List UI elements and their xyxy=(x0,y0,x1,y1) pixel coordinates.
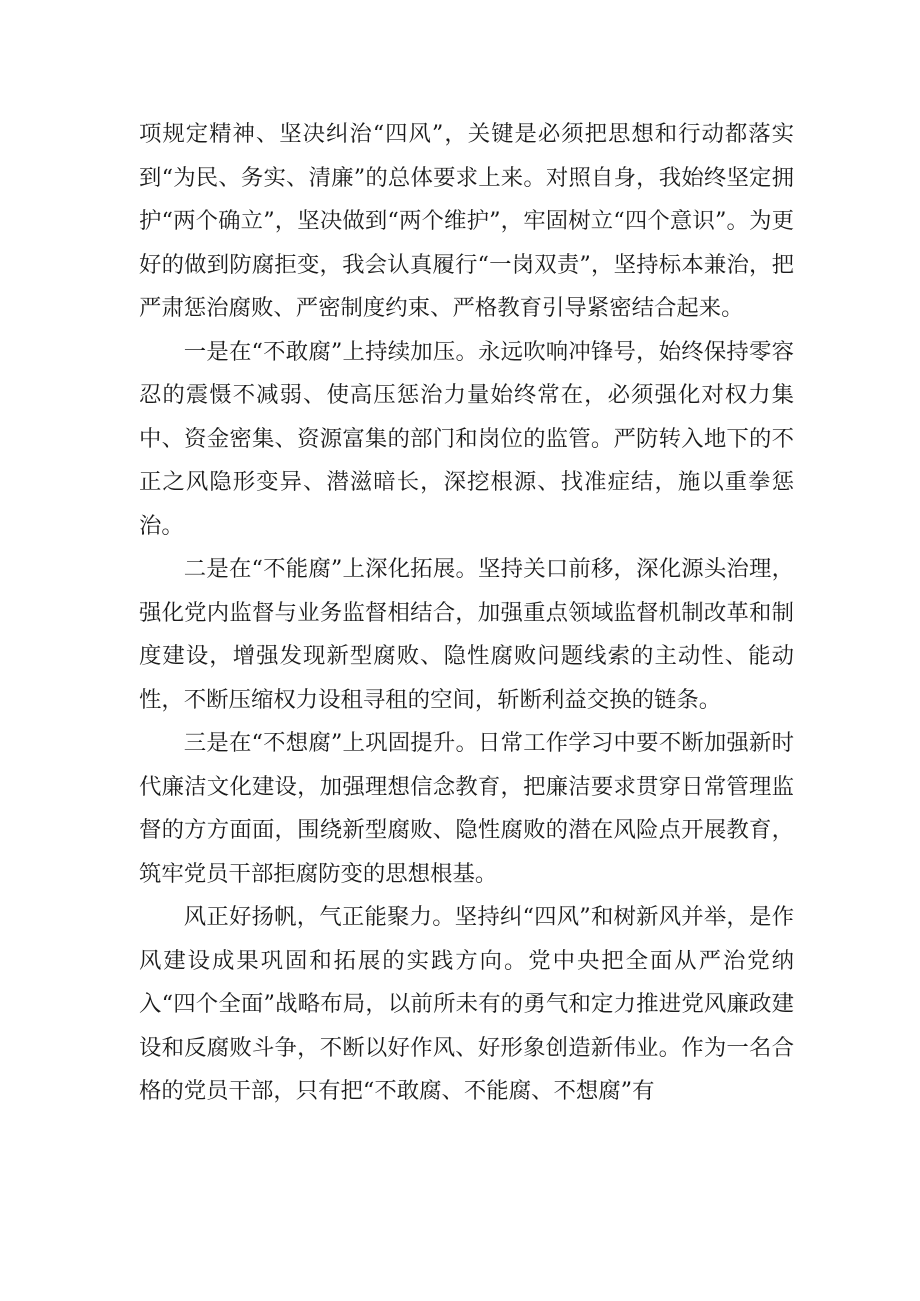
paragraph-2: 一是在“不敢腐”上持续加压。永远吹响冲锋号，始终保持零容忍的震慑不减弱、使高压惩治力量始终常在，必须强化对权力集中、资金密集、资源富集的部门和岗位的监管。严防转入地下的不正之风隐形变异、潜滋暗长，深挖根源、找准症结，施以重拳惩治。 xyxy=(139,338,794,539)
paragraph-1: 项规定精神、坚决纠治“四风”，关键是必须把思想和行动都落实到“为民、务实、清廉”的总体要求上来。对照自身，我始终坚定拥护“两个确立”，坚决做到“两个维护”，牢固树立“四个意识”。为更好的做到防腐拒变，我会认真履行“一岗双责”，坚持标本兼治，把严肃惩治腐败、严密制度约束、严格教育引导紧密结合起来。 xyxy=(139,121,794,321)
paragraph-5: 风正好扬帆，气正能聚力。坚持纠“四风”和树新风并举，是作风建设成果巩固和拓展的实践方向。党中央把全面从严治党纳入“四个全面”战略布局，以前所未有的勇气和定力推进党风廉政建设和反腐败斗争，不断以好作风、好形象创造新伟业。作为一名合格的党员干部，只有把“不敢腐、不能腐、不想腐”有 xyxy=(139,904,794,1104)
paragraph-4: 三是在“不想腐”上巩固提升。日常工作学习中要不断加强新时代廉洁文化建设，加强理想信念教育，把廉洁要求贯穿日常管理监督的方方面面，围绕新型腐败、隐性腐败的潜在风险点开展教育，筑牢党员干部拒腐防变的思想根基。 xyxy=(139,730,794,887)
document-body xyxy=(139,113,794,1114)
paragraph-3: 二是在“不能腐”上深化拓展。坚持关口前移，深化源头治理，强化党内监督与业务监督相结合，加强重点领域监督机制改革和制度建设，增强发现新型腐败、隐性腐败问题线索的主动性、能动性，不断压缩权力设租寻租的空间，斩断利益交换的链条。 xyxy=(139,556,794,713)
